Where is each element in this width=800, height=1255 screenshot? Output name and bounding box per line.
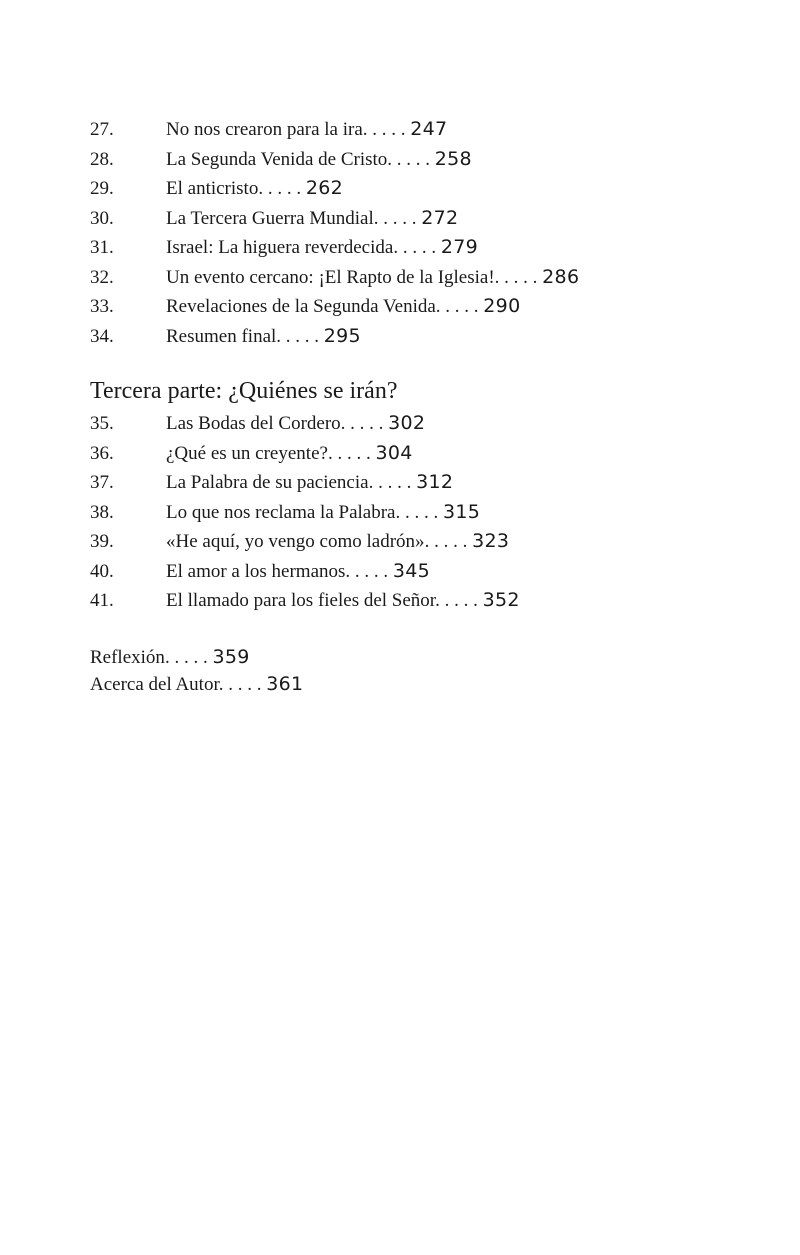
chapter-title: Un evento cercano: ¡El Rapto de la Iglesia!	[166, 266, 495, 288]
toc-entry	[90, 527, 770, 557]
chapter-title-line	[166, 409, 425, 439]
leader-dots: . . . . .	[258, 178, 302, 199]
leader-dots: . . . . .	[327, 442, 371, 464]
chapter-number: 30.	[90, 207, 114, 229]
chapter-title: Resumen final	[166, 325, 277, 347]
chapter-title-line	[166, 527, 509, 557]
leader-dots: . . . . .	[362, 119, 406, 140]
page-number: 361	[266, 673, 304, 695]
chapter-number: 33.	[90, 296, 114, 317]
chapter-title: ¿Qué es un creyente?	[166, 442, 328, 464]
chapter-title: Revelaciones de la Segunda Venida	[166, 296, 436, 317]
toc-entry	[90, 204, 770, 234]
chapter-number: 32.	[90, 266, 114, 288]
chapter-title: El llamado para los fieles del Señor	[166, 590, 436, 611]
chapter-title-line	[166, 292, 520, 322]
back-matter-title: Reflexión	[90, 647, 165, 668]
page-number: 352	[482, 589, 520, 611]
chapter-title-line	[166, 233, 478, 263]
chapter-title: La Tercera Guerra Mundial	[166, 207, 374, 229]
toc-entry	[90, 439, 770, 469]
toc-entry	[90, 233, 770, 263]
toc-back-matter	[90, 644, 770, 698]
toc-part2-list	[90, 115, 770, 351]
back-matter-entry	[90, 671, 770, 698]
leader-dots: . . . . .	[368, 472, 412, 493]
toc-part3-list	[90, 409, 770, 616]
chapter-title: Lo que nos reclama la Palabra	[166, 501, 396, 523]
section-heading-part3: Tercera parte: ¿Quiénes se irán?	[90, 378, 398, 404]
chapter-title: El amor a los hermanos	[166, 560, 346, 582]
chapter-title: La Palabra de su paciencia	[166, 472, 369, 493]
leader-dots: . . . . .	[424, 531, 468, 552]
page-number: 345	[392, 559, 431, 582]
chapter-title-line	[166, 322, 361, 352]
toc-entry	[90, 263, 770, 293]
chapter-title-line	[166, 204, 458, 234]
chapter-number: 39.	[90, 531, 114, 552]
page-number: 359	[212, 646, 250, 668]
leader-dots: . . . . .	[218, 674, 262, 695]
chapter-number: 29.	[90, 178, 114, 199]
leader-dots: . . . . .	[494, 266, 538, 288]
leader-dots: . . . . .	[340, 413, 384, 434]
chapter-title-line	[166, 263, 579, 293]
toc-entry	[90, 468, 770, 498]
page-number: 262	[305, 177, 344, 199]
leader-dots: . . . . .	[373, 207, 417, 229]
chapter-number: 38.	[90, 501, 114, 523]
toc-entry	[90, 409, 770, 439]
page-number: 279	[440, 236, 479, 258]
chapter-number: 34.	[90, 325, 114, 347]
chapter-title-line	[166, 468, 453, 498]
leader-dots: . . . . .	[345, 560, 389, 582]
toc-entry	[90, 557, 770, 587]
page-number: 304	[375, 441, 413, 464]
leader-dots: . . . . .	[435, 296, 479, 317]
page-number: 315	[442, 500, 481, 523]
page-number: 290	[483, 295, 521, 317]
page-number: 247	[410, 118, 448, 140]
chapter-number: 36.	[90, 442, 114, 464]
chapter-number: 41.	[90, 590, 114, 611]
chapter-title-line	[166, 174, 343, 204]
leader-dots: . . . . .	[276, 325, 320, 347]
page-number: 295	[323, 324, 361, 347]
toc-entry	[90, 322, 770, 352]
chapter-title-line	[166, 586, 520, 616]
leader-dots: . . . . .	[164, 647, 208, 668]
toc-entry	[90, 115, 770, 145]
page-number: 286	[542, 265, 580, 288]
chapter-title-line	[166, 498, 480, 528]
chapter-title: El anticristo	[166, 178, 259, 199]
page-number: 272	[421, 206, 459, 229]
back-matter-title: Acerca del Autor	[90, 674, 219, 695]
toc-entry	[90, 292, 770, 322]
page-number: 312	[416, 471, 454, 493]
chapter-number: 31.	[90, 237, 114, 258]
chapter-number: 37.	[90, 472, 114, 493]
chapter-number: 28.	[90, 148, 114, 170]
chapter-number: 35.	[90, 413, 114, 434]
chapter-number: 27.	[90, 119, 114, 140]
chapter-title: «He aquí, yo vengo como ladrón»	[166, 531, 425, 552]
toc-entry	[90, 498, 770, 528]
chapter-title: Israel: La higuera reverdecida	[166, 237, 394, 258]
chapter-title-line	[166, 115, 447, 145]
leader-dots: . . . . .	[393, 237, 437, 258]
toc-entry	[90, 174, 770, 204]
page-number: 258	[434, 147, 472, 170]
toc-entry	[90, 145, 770, 175]
page-number: 302	[388, 412, 426, 434]
chapter-title: No nos crearon para la ira	[166, 119, 363, 140]
chapter-title-line	[166, 145, 472, 175]
toc-entry	[90, 586, 770, 616]
chapter-number: 40.	[90, 560, 114, 582]
leader-dots: . . . . .	[387, 148, 431, 170]
chapter-title-line	[166, 439, 413, 469]
leader-dots: . . . . .	[395, 501, 439, 523]
chapter-title: La Segunda Venida de Cristo	[166, 148, 388, 170]
back-matter-entry	[90, 644, 770, 671]
leader-dots: . . . . .	[435, 590, 478, 611]
page-number: 323	[472, 530, 510, 552]
chapter-title: Las Bodas del Cordero	[166, 413, 341, 434]
chapter-title-line	[166, 557, 430, 587]
